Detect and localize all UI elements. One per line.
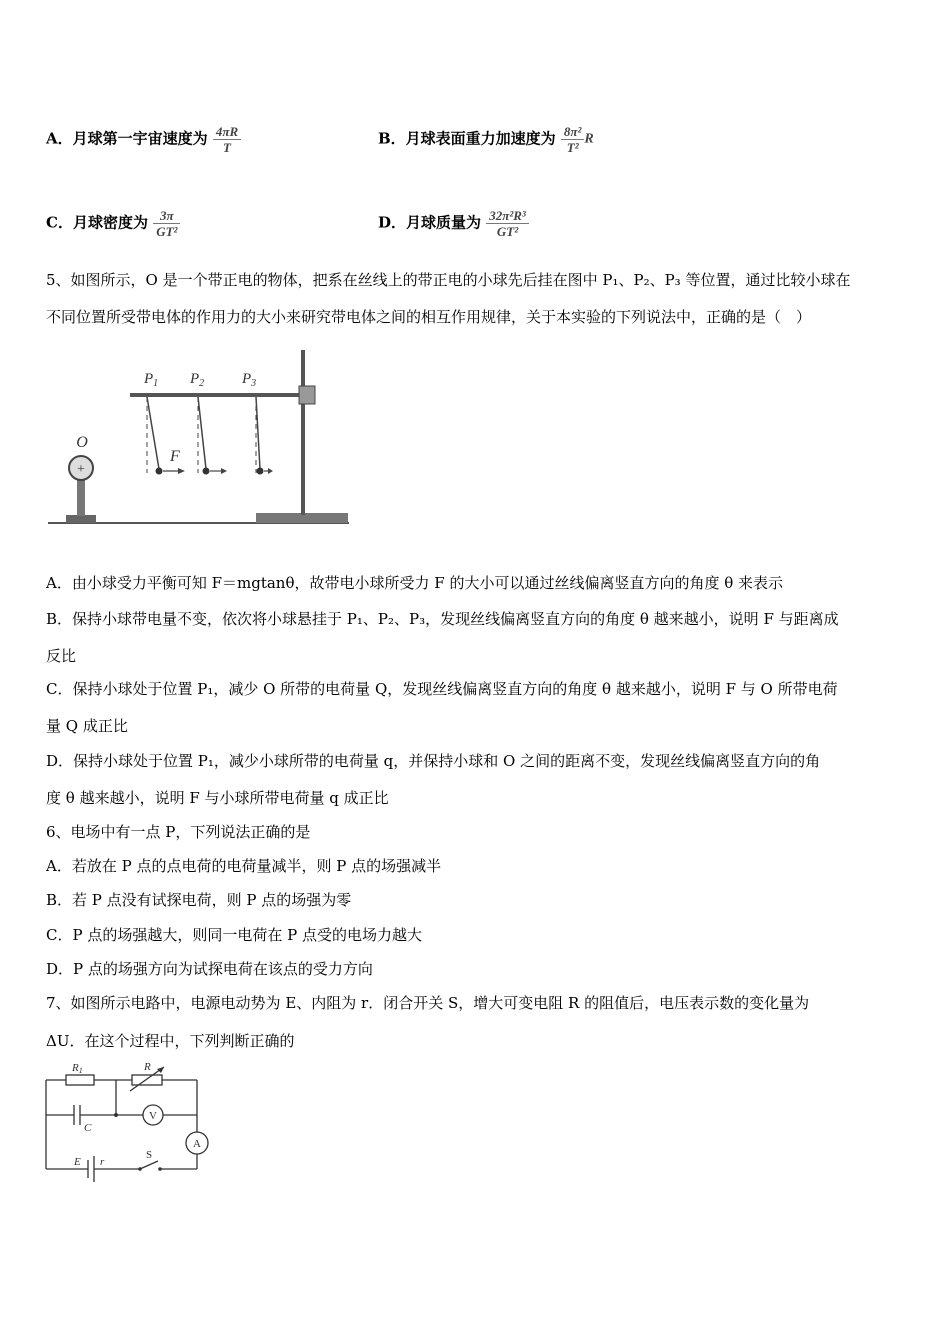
label-c: C xyxy=(84,1122,92,1134)
ball-p1 xyxy=(156,468,163,475)
q5-option-a: A．由小球受力平衡可知 F＝mgtanθ，故带电小球所受力 F 的大小可以通过丝线偏离竖直方向的角度 θ 来表示 xyxy=(46,574,784,592)
resistor-r1 xyxy=(66,1075,94,1085)
thread-p3 xyxy=(256,397,260,469)
label-e: E xyxy=(74,1156,81,1168)
q5-option-c-line1: C．保持小球处于位置 P₁，减少 O 所带的电荷量 Q，发现丝线偏离竖直方向的角度 θ 越来越小，说明 F 与 O 所带电荷 xyxy=(46,680,838,698)
q6-option-c: C．P 点的场强越大，则同一电荷在 P 点受的电场力越大 xyxy=(46,926,422,944)
thread-p1 xyxy=(147,397,159,469)
q6-option-d: D．P 点的场强方向为试探电荷在该点的受力方向 xyxy=(46,960,373,978)
svg-text:V: V xyxy=(149,1110,157,1122)
q5-stem-line1: 5、如图所示，O 是一个带正电的物体，把系在丝线上的带正电的小球先后挂在图中 P₁、P₂、P₃ 等位置，通过比较小球在 xyxy=(46,271,851,289)
label-r1: R1 xyxy=(72,1062,83,1075)
clamp xyxy=(299,386,315,404)
q4-option-d: D．月球质量为 $\frac{\text{32π²R³}}{\text{GT²}}$ xyxy=(378,208,529,239)
thread-p2 xyxy=(198,397,206,469)
q5-option-b-line1: B．保持小球带电量不变，依次将小球悬挂于 P₁、P₂、P₃，发现丝线偏离竖直方向的角度 θ 越来越小，说明 F 与距离成 xyxy=(46,610,839,628)
q5-option-d-line2: 度 θ 越来越小，说明 F 与小球所带电荷量 q 成正比 xyxy=(46,789,389,807)
q5-stem-line2: 不同位置所受带电体的作用力的大小来研究带电体之间的相互作用规律，关于本实验的下列说法中，正确的是（ ） xyxy=(46,308,812,326)
q6-option-a: A．若放在 P 点的点电荷的电荷量减半，则 P 点的场强减半 xyxy=(46,857,442,875)
label-r-internal: r xyxy=(100,1156,105,1168)
o-stand-post xyxy=(77,480,85,516)
label-p2: $P_2$ xyxy=(190,371,205,389)
formula-fraction: $\frac{4\pi R}{T}$ xyxy=(213,124,241,155)
q5-figure xyxy=(44,345,354,530)
q6-stem: 6、电场中有一点 P，下列说法正确的是 xyxy=(46,823,311,841)
q4-option-b: B．月球表面重力加速度为 $\frac{\text{8π²}}{\text{T²}}$ R xyxy=(378,124,594,155)
label-p1: $P_1$ xyxy=(144,371,159,389)
ball-p2 xyxy=(203,468,210,475)
label-p3: $P_3$ xyxy=(242,371,257,389)
q7-stem-line2: ΔU．在这个过程中，下列判断正确的 xyxy=(46,1032,295,1050)
q7-circuit xyxy=(40,1058,220,1193)
formula-fraction: $\frac{\text{8π²}}{\text{T²}}$ xyxy=(561,124,585,155)
variable-resistor-r xyxy=(132,1075,162,1085)
o-stand-base xyxy=(66,515,96,523)
label-f: F xyxy=(170,448,180,465)
ball-p3 xyxy=(257,468,264,475)
q5-option-b-line2: 反比 xyxy=(46,647,77,665)
q4-option-c: C．月球密度为 $\frac{3\pi}{\text{GT²}}$ xyxy=(46,208,180,239)
switch-s xyxy=(140,1161,158,1169)
label-r: R xyxy=(144,1061,151,1073)
formula-fraction: $\frac{3\pi}{\text{GT²}}$ xyxy=(153,208,180,239)
q4-option-a: A．月球第一宇宙速度为 $\frac{4\pi R}{T}$ xyxy=(46,124,241,155)
label-s: S xyxy=(146,1149,153,1161)
svg-text:+: + xyxy=(77,462,85,477)
formula-fraction: $\frac{\text{32π²R³}}{\text{GT²}}$ xyxy=(486,208,529,239)
q5-option-d-line1: D．保持小球处于位置 P₁，减少小球所带的电荷量 q，并保持小球和 O 之间的距离不变，发现丝线偏离竖直方向的角 xyxy=(46,752,821,770)
q7-stem-line1: 7、如图所示电路中，电源电动势为 E、内阻为 r．闭合开关 S，增大可变电阻 R 的阻值后，电压表示数的变化量为 xyxy=(46,994,810,1012)
q5-option-c-line2: 量 Q 成正比 xyxy=(46,717,128,735)
label-o: O xyxy=(76,434,88,451)
svg-text:A: A xyxy=(193,1138,201,1150)
q6-option-b: B．若 P 点没有试探电荷，则 P 点的场强为零 xyxy=(46,891,352,909)
